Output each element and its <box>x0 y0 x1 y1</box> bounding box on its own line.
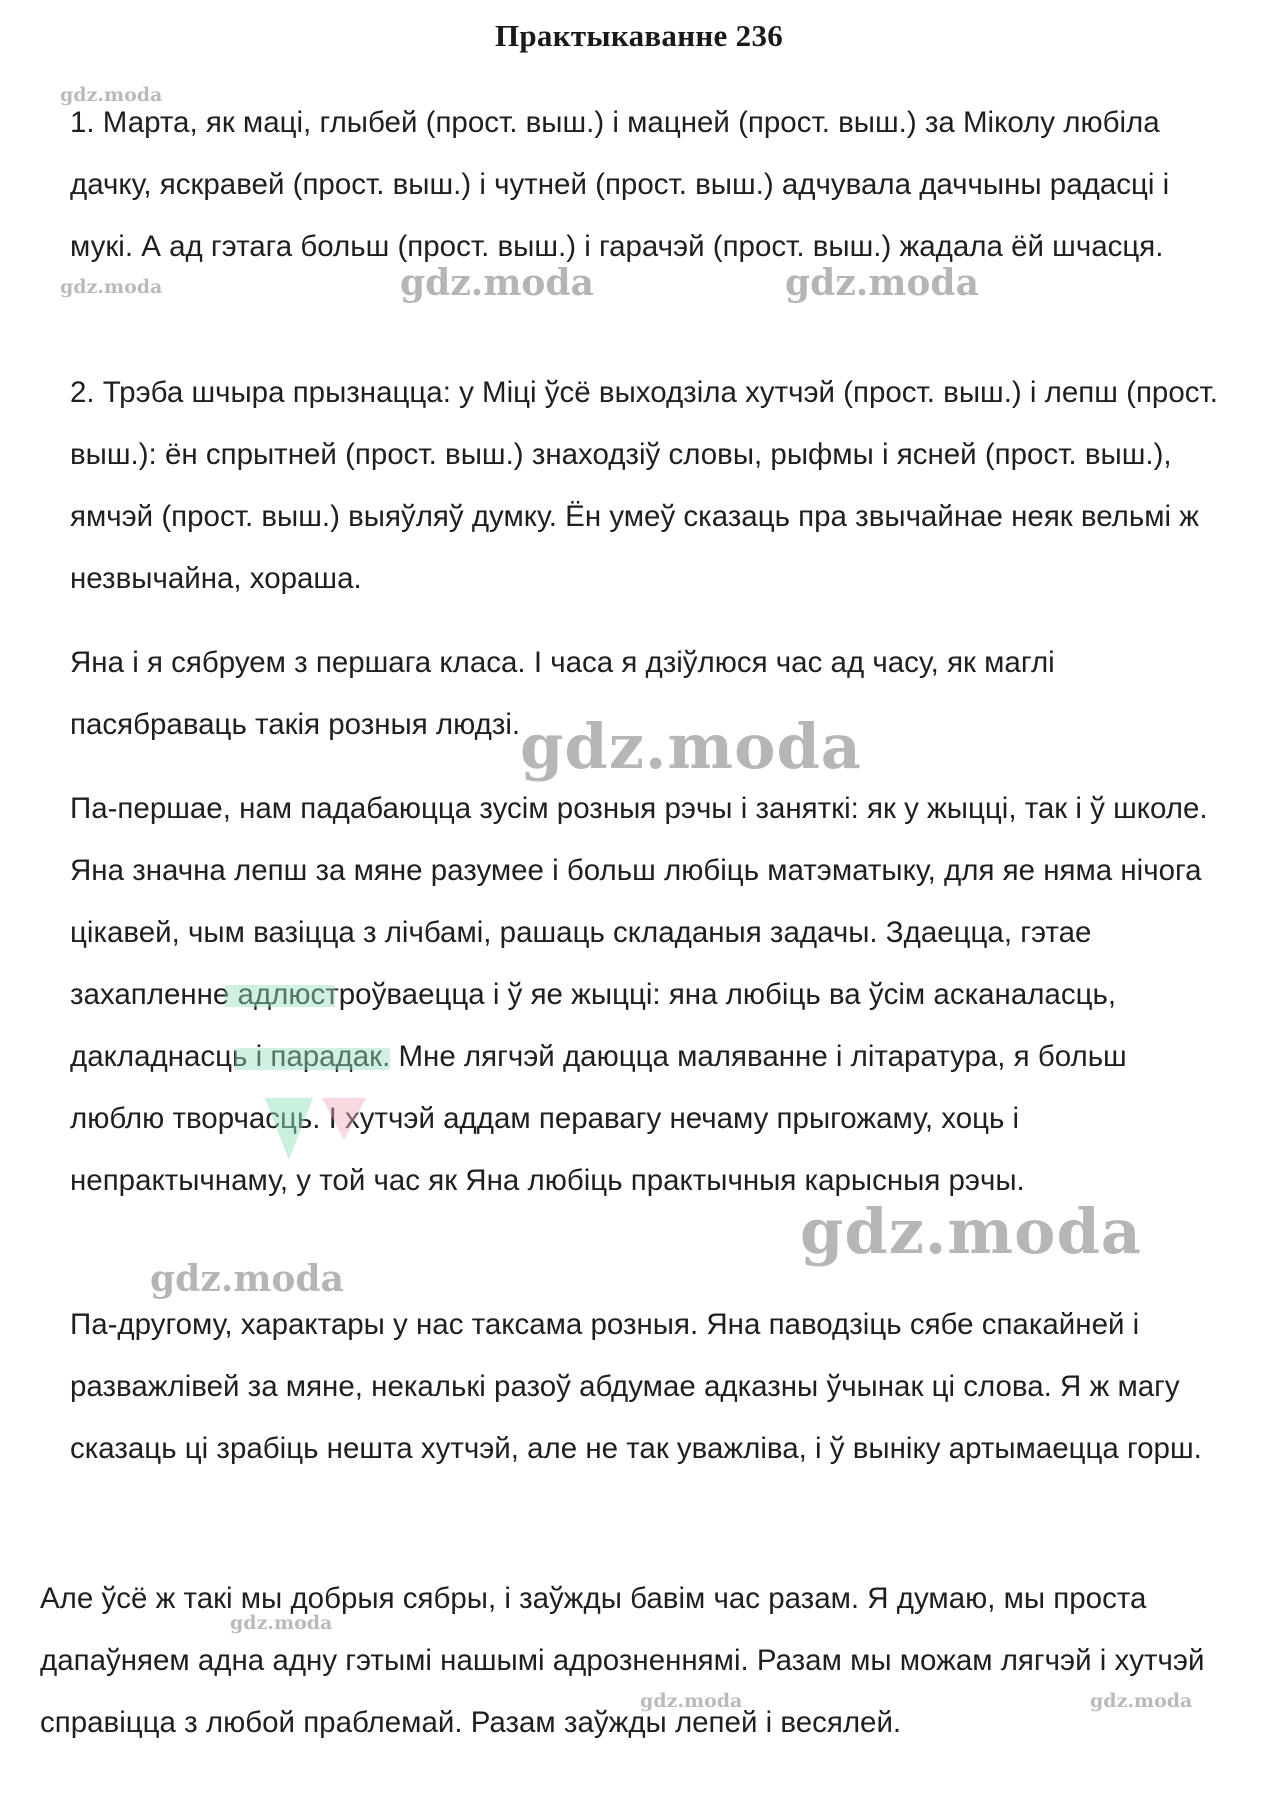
page-title: Практыкаванне 236 <box>494 18 784 53</box>
watermark: gdz.moda <box>60 276 163 298</box>
watermark: gdz.moda <box>150 1258 344 1300</box>
paragraph-5: Па-другому, характары у нас таксама розныя. Яна паводзіць сябе спакайней і разважлівей за мяне, некалькі разоў абдумае адказны ўчынак ці слова. Я ж магу сказаць ці зрабіць нешта хутчэй, але не так уважліва, і ў выніку артымаецца горш. <box>70 1308 1202 1465</box>
paragraph-4: Па-першае, нам падабаюцца зусім розныя рэчы і заняткі: як у жыцці, так і ў школе. Яна значна лепш за мяне разумее і больш любіць матэматыку, для яе няма нічога цікавей, чым вазіцца з лічбамі, рашаць складаныя задачы. Здаецца, гэтае захапленне адлюстроўваецца і ў яе жыцці: яна любіць ва ўсім асканаласць, дакладнасць і парадак. Мне лягчэй даюцца маляванне і літаратура, я больш люблю творчасць. І хутчэй аддам перавагу нечаму прыгожаму, хоць і непрактычнаму, у той час як Яна любіць практычныя карысныя рэчы. <box>70 792 1208 1197</box>
watermark: gdz.moda <box>400 262 594 304</box>
watermark: gdz.moda <box>60 84 163 106</box>
watermark: gdz.moda <box>785 262 979 304</box>
watermark: gdz.moda <box>800 1195 1142 1268</box>
paragraph-3: Яна і я сябруем з першага класа. І часа я дзіўлюся час ад часу, як маглі пасябраваць такія розныя людзі. <box>70 646 1055 741</box>
watermark: gdz.moda <box>520 710 862 783</box>
paragraph-1: 1. Марта, як маці, глыбей (прост. выш.) і мацней (прост. выш.) за Міколу любіла дачку, яскравей (прост. выш.) і чутней (прост. выш.) адчувала даччыны радасці і мукі. А ад гэтага больш (прост. выш.) і гарачэй (прост. выш.) жадала ёй шчасця. <box>70 106 1170 263</box>
watermark: gdz.moda <box>640 1690 743 1712</box>
paragraph-6: Але ўсё ж такі мы добрыя сябры, і заўжды бавім час разам. Я думаю, мы проста дапаўняем адна адну гэтымі нашымі адрозненнямі. Разам мы можам лягчэй і хутчэй справіцца з любой праблемай. Разам заўжды лепей і весялей. <box>40 1582 1205 1739</box>
watermark: gdz.moda <box>1090 1690 1193 1712</box>
paragraph-2: 2. Трэба шчыра прызнацца: у Міці ўсё выходзіла хутчэй (прост. выш.) і лепш (прост. выш.): ён спрытней (прост. выш.) знаходзіў словы, рыфмы і ясней (прост. выш.), ямчэй (прост. выш.) выяўляў думку. Ён умеў сказаць пра звычайнае неяк вельмі ж незвычайна, хораша. <box>70 376 1218 595</box>
watermark: gdz.moda <box>230 1612 333 1634</box>
